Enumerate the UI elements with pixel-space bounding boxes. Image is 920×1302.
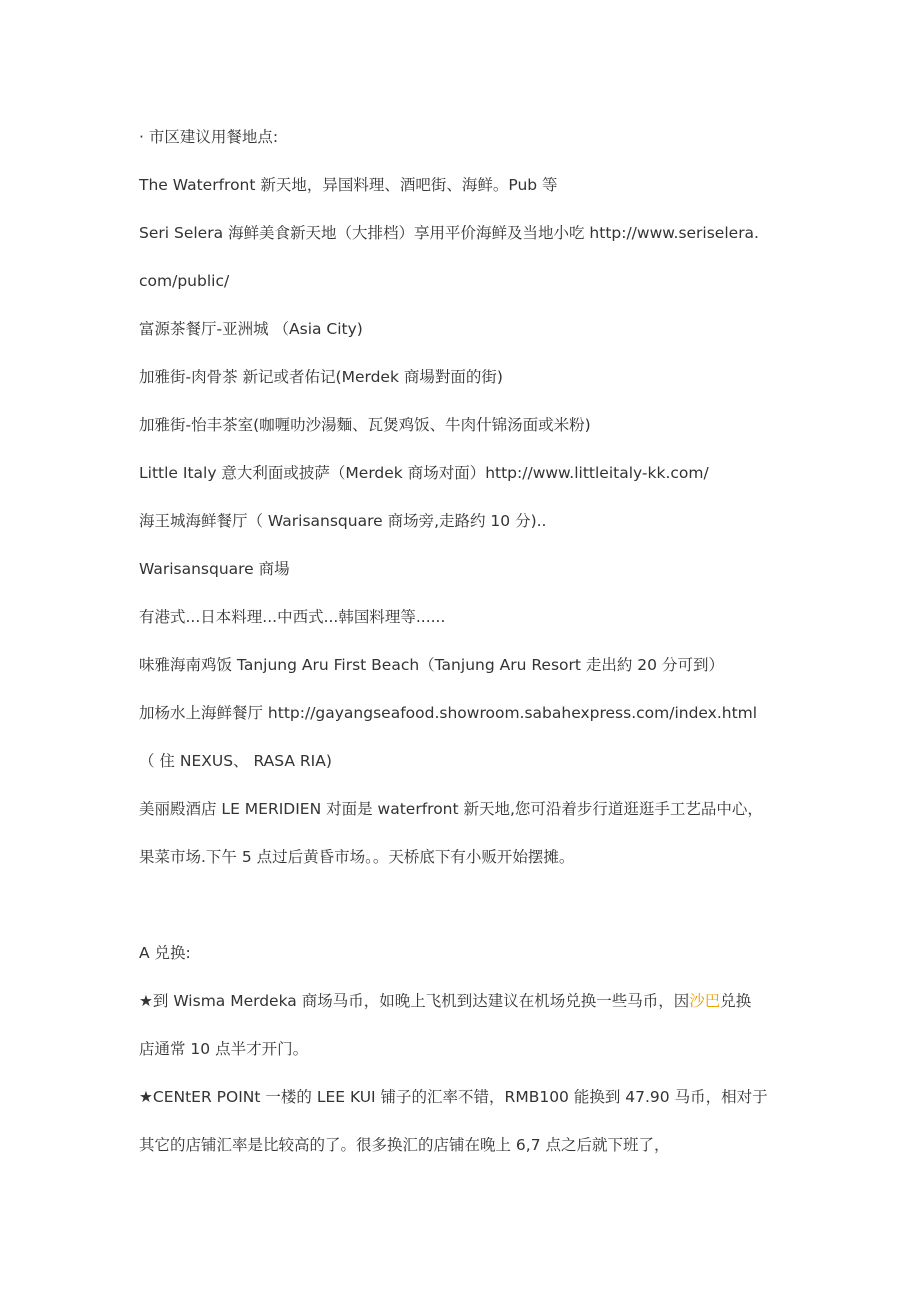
section-heading-dining: · 市区建议用餐地点:	[139, 128, 279, 146]
text-line: 有港式...日本料理...中西式...韩国料理等......	[139, 608, 446, 626]
text-line: 味雅海南鸡饭 Tanjung Aru First Beach（Tanjung Aru Resort 走出約 20 分可到）	[139, 656, 724, 674]
text-line: 美丽殿酒店 LE MERIDIEN 对面是 waterfront 新天地,您可沿着步行道逛逛手工艺品中心，	[139, 800, 763, 818]
text-line: 加杨水上海鲜餐厅 http://gayangseafood.showroom.sabahexpress.com/index.html	[139, 704, 758, 722]
text-line: 果菜市场.下午 5 点过后黄昏市场。。天桥底下有小贩开始摆摊。	[139, 848, 575, 866]
text-line: 海王城海鲜餐厅（ Warisansquare 商场旁,走路约 10 分)..	[139, 512, 547, 530]
text-line: Little Italy 意大利面或披萨（Merdek 商场对面）http://www.littleitaly-kk.com/	[139, 464, 709, 482]
section-heading-exchange: A 兑换:	[139, 944, 191, 962]
exchange-line: 店通常 10 点半才开门。	[139, 1040, 309, 1058]
exchange-line	[139, 991, 751, 1011]
text-segment: 兑换	[720, 992, 752, 1010]
exchange-line: 其它的店铺汇率是比较高的了。很多换汇的店铺在晚上 6,7 点之后就下班了，	[139, 1136, 670, 1154]
text-line: 加雅街-肉骨茶 新记或者佑记(Merdek 商場對面的街)	[139, 368, 503, 386]
text-line: Warisansquare 商場	[139, 560, 290, 578]
text-segment: ★到 Wisma Merdeka 商场马币，如晚上飞机到达建议在机场兑换一些马币，因	[139, 992, 690, 1010]
text-line: Seri Selera 海鲜美食新天地（大排档）享用平价海鲜及当地小吃 http://www.seriselera.	[139, 224, 759, 242]
text-line: 富源茶餐厅-亚洲城 （Asia City)	[139, 320, 363, 338]
text-line: 加雅街-怡丰茶室(咖喱叻沙湯麵、瓦煲鸡饭、牛肉什锦汤面或米粉)	[139, 416, 591, 434]
text-line: com/public/	[139, 272, 230, 290]
text-line: （ 住 NEXUS、 RASA RIA)	[139, 752, 332, 770]
exchange-line: ★CENtER POINt 一楼的 LEE KUI 铺子的汇率不错，RMB100 能换到 47.90 马币，相对于	[139, 1088, 768, 1106]
highlighted-text: 沙巴	[689, 992, 721, 1010]
text-line: The Waterfront 新天地，异国料理、酒吧街、海鲜。Pub 等	[139, 176, 558, 194]
